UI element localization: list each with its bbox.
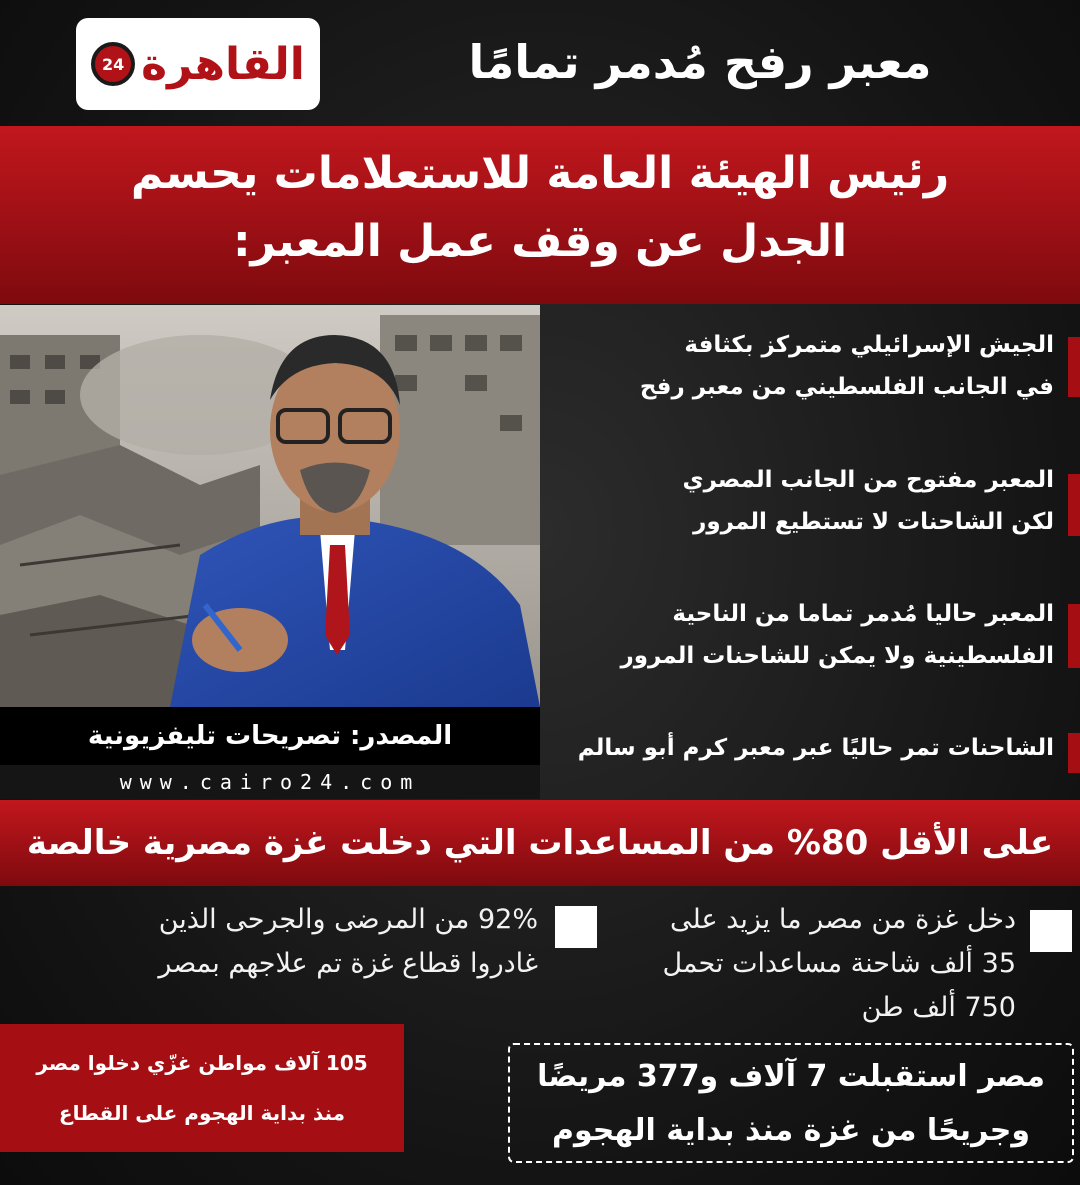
square-bullet-icon	[555, 906, 597, 948]
patients-stat	[30, 898, 538, 986]
website-url: www.cairo24.com	[0, 765, 540, 799]
stat-line: دخل غزة من مصر ما يزيد على	[670, 904, 1016, 935]
bullet-line: المعبر حاليا مُدمر تماما من الناحية	[672, 601, 1054, 627]
bullet-line: لكن الشاحنات لا تستطيع المرور	[693, 509, 1054, 535]
bullet-line: المعبر مفتوح من الجانب المصري	[682, 467, 1054, 493]
headline	[30, 140, 1050, 290]
spokesperson-photo	[0, 305, 540, 707]
dashed-box-line-2: وجريحًا من غزة منذ بداية الهجوم	[552, 1113, 1030, 1148]
bullet-marker	[1068, 337, 1080, 397]
citizens-stat-box	[0, 1024, 404, 1152]
bullet-item	[554, 459, 1054, 543]
dashed-box-line-1: مصر استقبلت 7 آلاف و377 مريضًا	[537, 1059, 1045, 1094]
headline-line-2: الجدل عن وقف عمل المعبر:	[232, 216, 848, 267]
square-bullet-icon	[1030, 910, 1072, 952]
stat-line: 750 ألف طن	[861, 992, 1016, 1023]
bullet-marker	[1068, 733, 1080, 773]
bullet-marker	[1068, 604, 1080, 668]
red-box-line-1: 105 آلاف مواطن غزّي دخلوا مصر	[36, 1051, 368, 1075]
bullet-item	[554, 593, 1054, 677]
stat-line: غادروا قطاع غزة تم علاجهم بمصر	[158, 948, 538, 979]
bullet-line: الشاحنات تمر حاليًا عبر معبر كرم أبو سالم	[577, 735, 1054, 761]
stopwatch-icon	[91, 42, 135, 86]
rubble-scene-illustration	[0, 305, 540, 707]
stat-line: 35 ألف شاحنة مساعدات تحمل	[662, 948, 1016, 979]
wounded-stat-box	[508, 1043, 1074, 1163]
logo-badge: 24	[102, 54, 125, 74]
logo-text: القاهرة	[141, 38, 305, 90]
headline-line-1: رئيس الهيئة العامة للاستعلامات يحسم	[130, 148, 950, 199]
stat-line: 92% من المرضى والجرحى الذين	[158, 904, 538, 935]
source-caption	[0, 707, 540, 765]
bullet-item	[554, 324, 1054, 408]
bullet-item	[554, 727, 1054, 769]
page-title: معبر رفح مُدمر تمامًا	[468, 35, 932, 89]
trucks-stat	[560, 898, 1016, 1030]
bullet-marker	[1068, 474, 1080, 536]
red-box-line-2: منذ بداية الهجوم على القطاع	[58, 1101, 346, 1125]
logo	[76, 18, 320, 110]
bullet-line: في الجانب الفلسطيني من معبر رفح	[639, 374, 1054, 400]
bullet-line: الجيش الإسرائيلي متمركز بكثافة	[684, 332, 1054, 358]
aid-highlight-band: على الأقل 80% من المساعدات التي دخلت غزة مصرية خالصة	[0, 800, 1080, 886]
bullet-line: الفلسطينية ولا يمكن للشاحنات المرور	[620, 643, 1054, 669]
source-text: المصدر: تصريحات تليفزيونية	[87, 721, 453, 751]
